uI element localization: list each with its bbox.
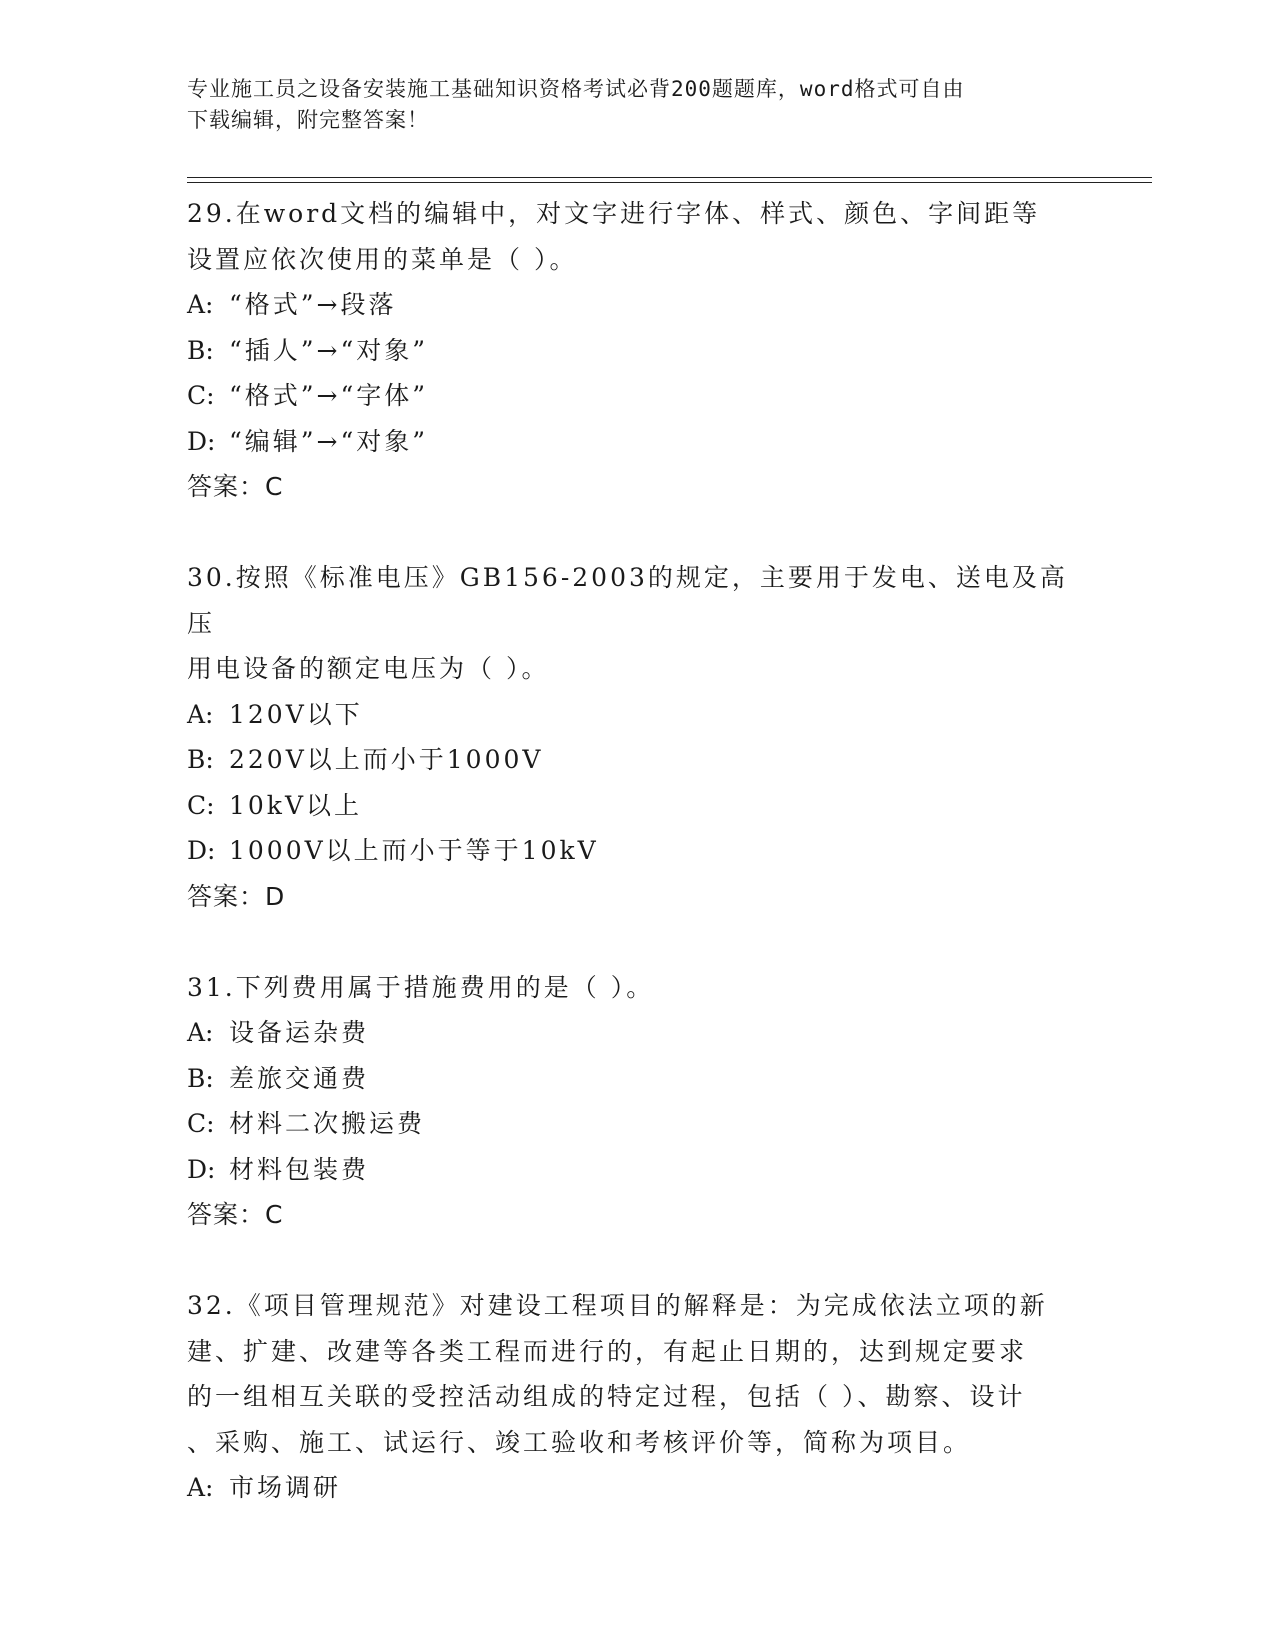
question-spacer [187,1238,1087,1284]
question-stem-line: 的一组相互关联的受控活动组成的特定过程，包括（ ）、勘察、设计 [187,1382,1026,1411]
question-list [187,191,1087,1511]
question-32 [187,1283,1087,1511]
question-stem-line: 建、扩建、改建等各类工程而进行的，有起止日期的，达到规定要求 [187,1336,1028,1366]
question-stem-line: 、采购、施工、试运行、竣工验收和考核评价等，简称为项目。 [187,1427,972,1457]
option-d [187,828,1087,874]
question-29 [187,191,1087,555]
header-line-1: 专业施工员之设备安装施工基础知识资格考试必背200题题库，word格式可自由 [187,77,965,101]
question-spacer [187,919,1087,965]
question-31 [187,965,1087,1284]
option-text: 1000V以上而小于等于10kV [229,836,599,865]
question-stem-line: 用电设备的额定电压为（ ）。 [187,654,550,683]
option-letter: B: [187,745,214,774]
option-letter: B: [187,335,214,365]
option-text: 设备运杂费 [229,1018,370,1047]
question-stem-line: 30.按照《标准电压》GB156-2003的规定，主要用于发电、送电及高压 [187,563,1068,638]
option-text: 10kV以上 [229,790,363,820]
option-letter: A: [187,290,214,319]
option-letter: D: [187,1154,216,1184]
option-text: “插人”→“对象” [229,335,429,365]
option-letter: C: [187,381,215,410]
option-letter: A: [187,699,214,729]
answer-line: 答案：D [187,881,286,911]
question-spacer [187,510,1087,556]
option-b [187,737,1087,783]
option-b [187,1056,1087,1102]
option-c [187,1101,1087,1147]
option-letter: B: [187,1063,214,1093]
answer-line: 答案：C [187,1200,284,1229]
question-stem-line: 设置应依次使用的菜单是（ ）。 [187,244,578,274]
question-30 [187,555,1087,965]
option-b [187,328,1087,374]
option-letter: D: [187,836,216,865]
option-text: 材料二次搬运费 [229,1109,426,1138]
question-stem-line: 29.在word文档的编辑中，对文字进行字体、样式、颜色、字间距等 [187,199,1041,228]
option-letter: C: [187,1109,215,1138]
option-a [187,692,1087,738]
option-text: 120V以下 [229,699,363,729]
question-stem-line: 31.下列费用属于措施费用的是（ ）。 [187,972,655,1002]
option-text: 差旅交通费 [229,1063,370,1093]
option-text: 材料包装费 [229,1154,370,1184]
answer-line: 答案：C [187,472,284,501]
option-text: “格式”→段落 [229,290,397,319]
option-text: “编辑”→“对象” [229,426,429,456]
option-a [187,1010,1087,1056]
header-line-2: 下载编辑，附完整答案！ [187,108,429,132]
header-divider-bottom [187,182,1152,183]
option-letter: D: [187,426,216,456]
option-d [187,419,1087,465]
option-c [187,783,1087,829]
option-text: “格式”→“字体” [229,381,429,410]
option-a [187,1465,1087,1511]
option-a [187,282,1087,328]
option-text: 220V以上而小于1000V [229,745,544,774]
option-d [187,1147,1087,1193]
question-stem-line: 32.《项目管理规范》对建设工程项目的解释是：为完成依法立项的新 [187,1291,1048,1320]
header-divider-top [187,177,1152,178]
option-letter: A: [187,1018,214,1047]
document-header [187,74,1067,136]
option-letter: A: [187,1473,214,1502]
option-letter: C: [187,790,215,820]
option-c [187,373,1087,419]
option-text: 市场调研 [229,1473,342,1502]
